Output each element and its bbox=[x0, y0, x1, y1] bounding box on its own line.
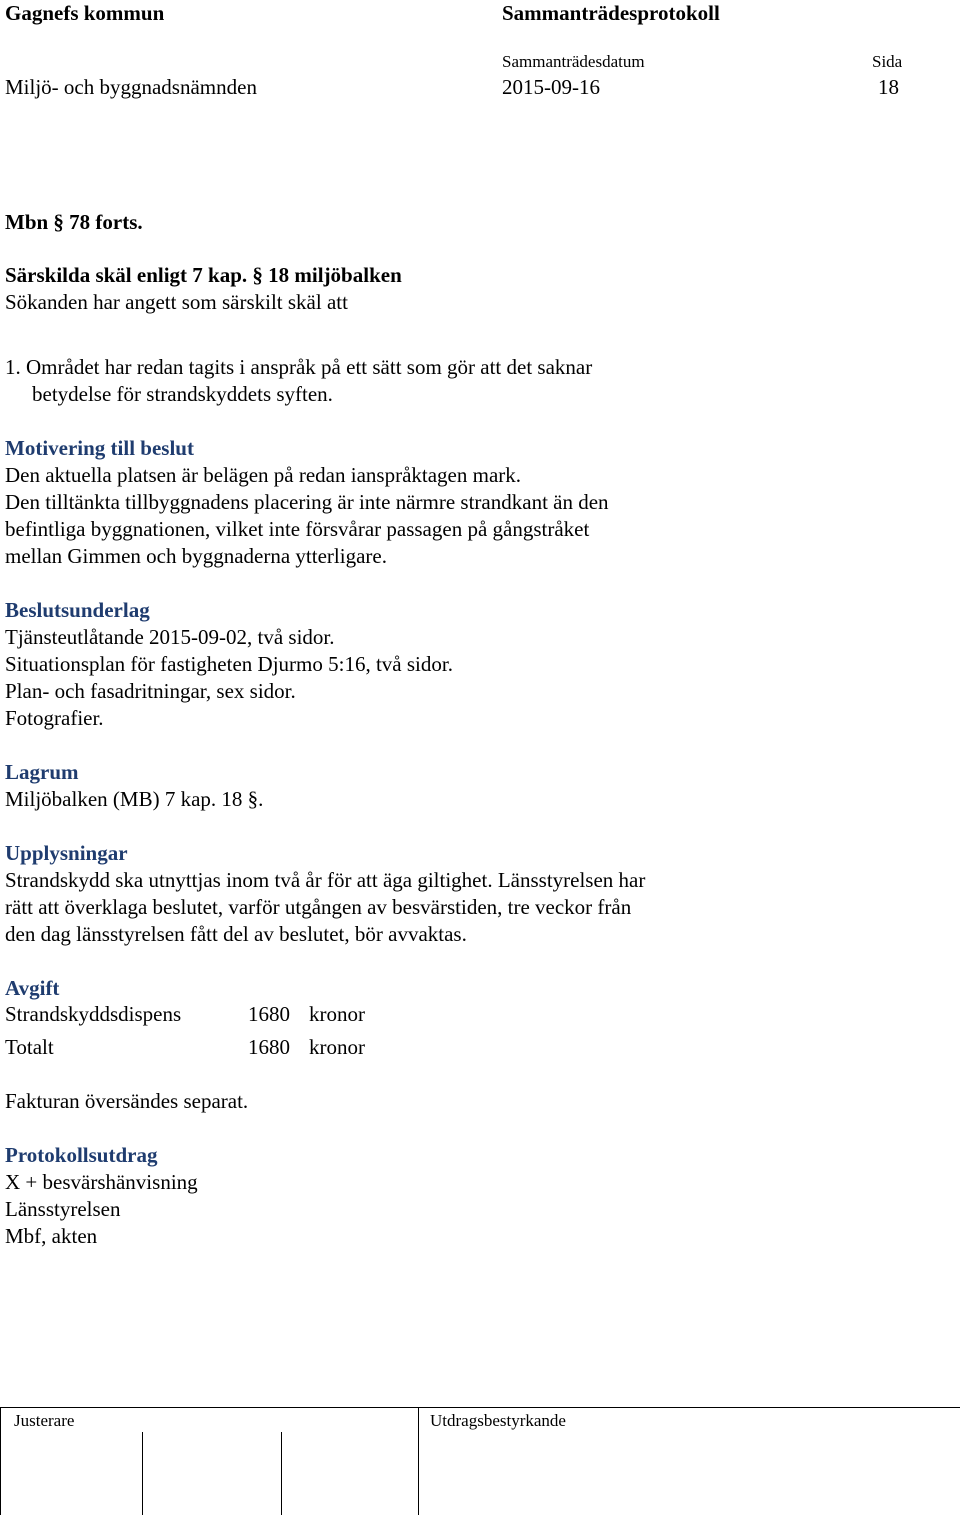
law-heading: Lagrum bbox=[5, 760, 79, 784]
signature-divider-1 bbox=[142, 1432, 143, 1515]
info-line-1: Strandskydd ska utnyttjas inom två år för att äga giltighet. Länsstyrelsen har bbox=[5, 868, 646, 892]
municipality-name: Gagnefs kommun bbox=[5, 1, 165, 25]
special-reasons-intro: Sökanden har angett som särskilt skäl att bbox=[5, 290, 348, 314]
fee-amount: 1680 bbox=[248, 1002, 290, 1026]
signature-divider-left bbox=[0, 1407, 1, 1515]
extract-line-2: Länsstyrelsen bbox=[5, 1197, 121, 1221]
certifier-label: Utdragsbestyrkande bbox=[430, 1411, 566, 1430]
document-type: Sammanträdesprotokoll bbox=[502, 1, 720, 25]
basis-line-2: Situationsplan för fastigheten Djurmo 5:16, två sidor. bbox=[5, 652, 453, 676]
signature-divider-2 bbox=[281, 1432, 282, 1515]
page-number: 18 bbox=[878, 75, 899, 99]
fee-unit: kronor bbox=[309, 1002, 365, 1026]
basis-line-1: Tjänsteutlåtande 2015-09-02, två sidor. bbox=[5, 625, 335, 649]
info-line-3: den dag länsstyrelsen fått del av beslutet, bör avvaktas. bbox=[5, 922, 467, 946]
motivation-line-3: befintliga byggnationen, vilket inte försvårar passagen på gångstråket bbox=[5, 517, 590, 541]
total-amount: 1680 bbox=[248, 1035, 290, 1059]
committee-name: Miljö- och byggnadsnämnden bbox=[5, 75, 257, 99]
law-text: Miljöbalken (MB) 7 kap. 18 §. bbox=[5, 787, 264, 811]
motivation-line-2: Den tilltänkta tillbyggnadens placering är inte närmre strandkant än den bbox=[5, 490, 609, 514]
basis-line-4: Fotografier. bbox=[5, 706, 104, 730]
date-label: Sammanträdesdatum bbox=[502, 52, 645, 71]
section-reference: Mbn § 78 forts. bbox=[5, 210, 143, 234]
signature-top-rule bbox=[0, 1407, 960, 1408]
motivation-line-4: mellan Gimmen och byggnaderna ytterligare. bbox=[5, 544, 387, 568]
fee-label: Strandskyddsdispens bbox=[5, 1002, 182, 1026]
extract-heading: Protokollsutdrag bbox=[5, 1143, 158, 1167]
reason-1-line-1: 1. Området har redan tagits i anspråk på ett sätt som gör att det saknar bbox=[5, 355, 593, 379]
basis-line-3: Plan- och fasadritningar, sex sidor. bbox=[5, 679, 296, 703]
motivation-line-1: Den aktuella platsen är belägen på redan ianspråktagen mark. bbox=[5, 463, 522, 487]
adjuster-label: Justerare bbox=[14, 1411, 75, 1430]
page-label: Sida bbox=[872, 52, 903, 71]
special-reasons-heading: Särskilda skäl enligt 7 kap. § 18 miljöbalken bbox=[5, 263, 402, 287]
signature-divider-middle bbox=[418, 1407, 419, 1515]
invoice-note: Fakturan översändes separat. bbox=[5, 1089, 249, 1113]
extract-line-1: X + besvärshänvisning bbox=[5, 1170, 198, 1194]
total-unit: kronor bbox=[309, 1035, 365, 1059]
meeting-date: 2015-09-16 bbox=[502, 75, 600, 99]
info-line-2: rätt att överklaga beslutet, varför utgången av besvärstiden, tre veckor från bbox=[5, 895, 632, 919]
basis-heading: Beslutsunderlag bbox=[5, 598, 150, 622]
extract-line-3: Mbf, akten bbox=[5, 1224, 98, 1248]
fee-heading: Avgift bbox=[5, 976, 60, 1000]
total-label: Totalt bbox=[5, 1035, 54, 1059]
reason-1-line-2: betydelse för strandskyddets syften. bbox=[32, 382, 333, 406]
info-heading: Upplysningar bbox=[5, 841, 128, 865]
motivation-heading: Motivering till beslut bbox=[5, 436, 194, 460]
